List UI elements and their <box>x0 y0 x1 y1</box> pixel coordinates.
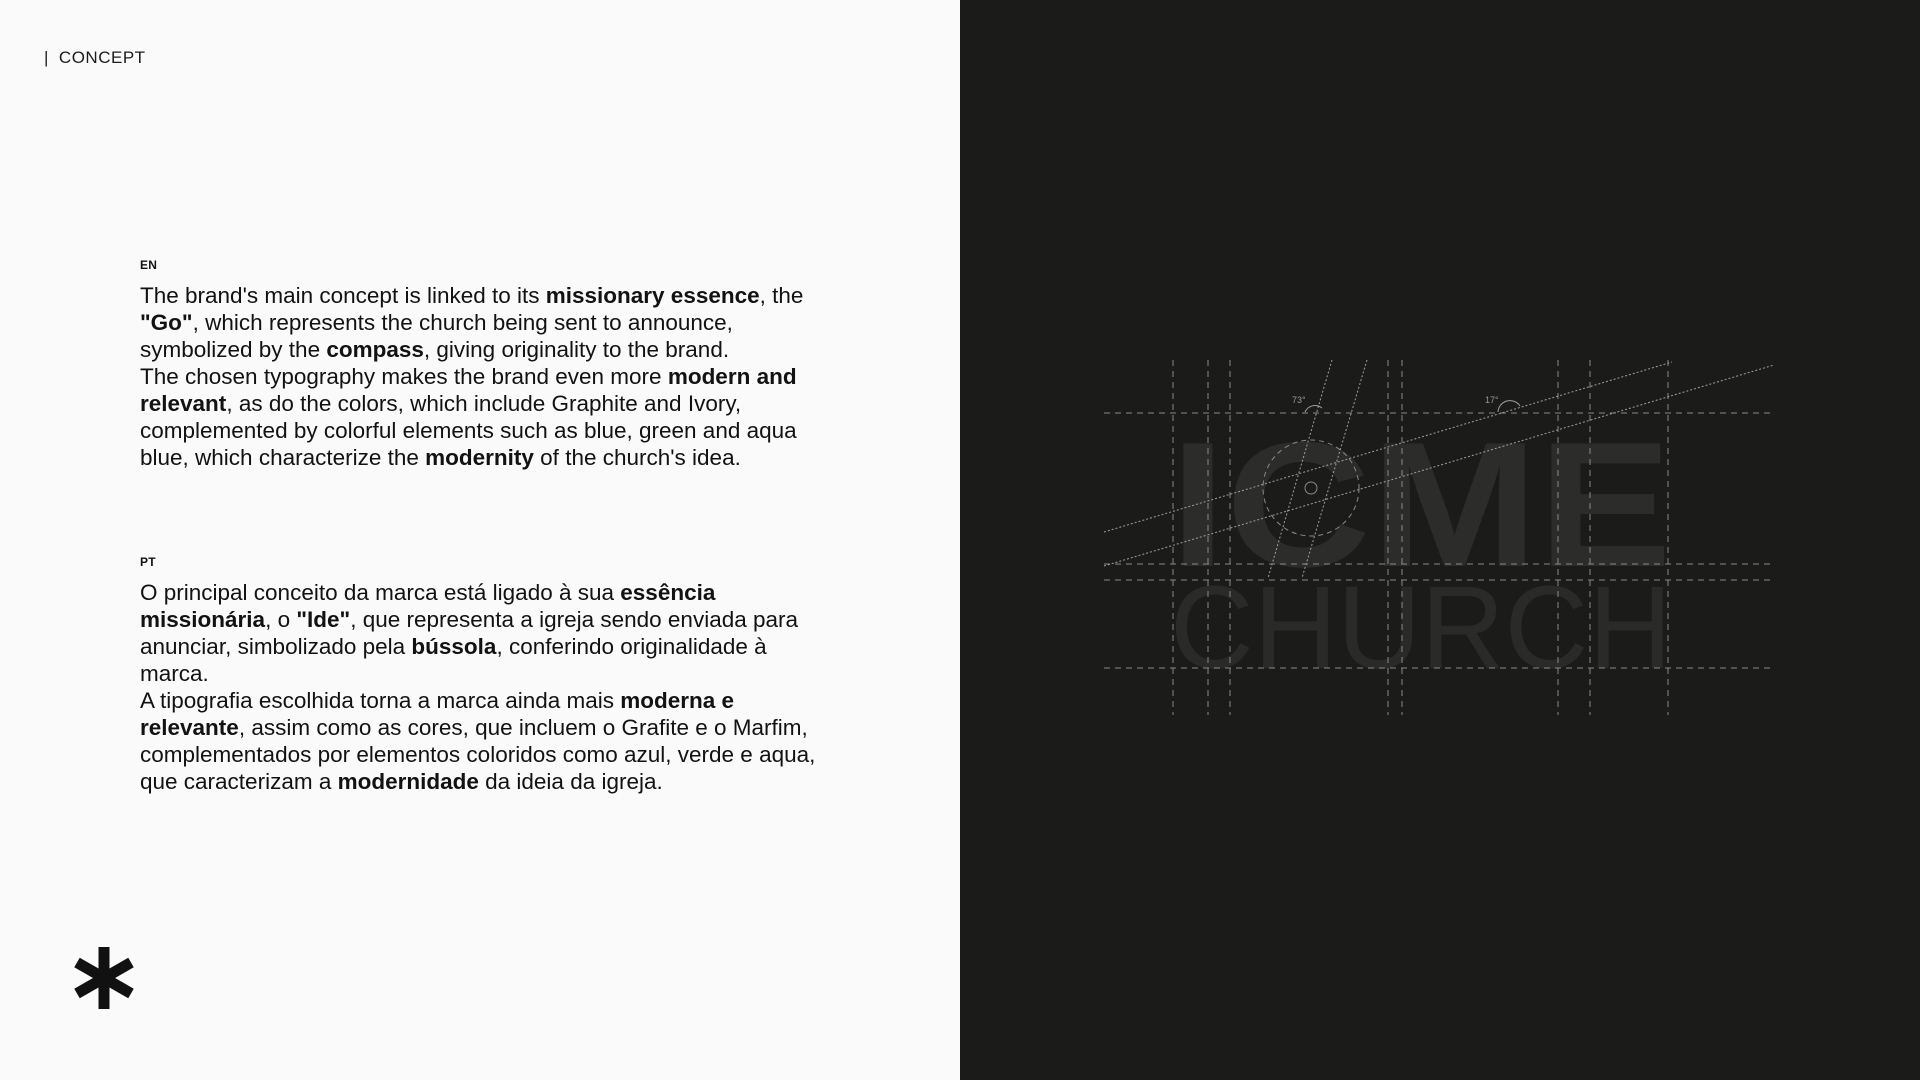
emphasis-text: modernity <box>425 445 534 470</box>
portuguese-text-block <box>140 555 820 795</box>
body-text: The chosen typography makes the brand even more <box>140 364 668 389</box>
body-text: A tipografia escolhida torna a marca ainda mais <box>140 688 621 713</box>
body-text: , o <box>265 607 297 632</box>
emphasis-text: bússola <box>411 634 497 659</box>
body-text: , the <box>759 283 804 308</box>
section-title: CONCEPT <box>58 48 146 67</box>
paragraph-en-2 <box>140 363 820 471</box>
paragraph-en-1 <box>140 282 820 363</box>
body-text: , which represents the church being sent to announce, symbolized by the <box>140 310 733 362</box>
emphasis-text: missionary essence <box>545 283 760 308</box>
wordmark-construction-grid <box>960 0 1920 1080</box>
body-text: of the church's idea. <box>533 445 741 470</box>
language-tag-en: EN <box>140 258 158 272</box>
emphasis-text: compass <box>326 337 424 362</box>
angle-label-right: 17° <box>1485 395 1499 405</box>
wordmark-church: CHURCH <box>1170 562 1672 694</box>
paragraph-pt-1 <box>140 579 820 687</box>
english-text-block <box>140 258 820 471</box>
body-text: , que representa a igreja sendo enviada para anunciar, simbolizado pela <box>140 607 799 659</box>
body-text: , giving originality to the brand. <box>423 337 730 362</box>
language-tag-pt: PT <box>140 555 156 569</box>
section-divider: | <box>44 48 49 67</box>
section-label <box>44 48 146 68</box>
emphasis-text: "Go" <box>140 310 193 335</box>
angle-label-left: 73° <box>1292 395 1306 405</box>
body-text: O principal conceito da marca está ligado à sua <box>140 580 621 605</box>
emphasis-text: modernidade <box>337 769 479 794</box>
asterisk-icon <box>70 944 138 1012</box>
body-text: The brand's main concept is linked to its <box>140 283 546 308</box>
wordmark-icme: ICME <box>1170 405 1672 604</box>
emphasis-text: modern and relevant <box>140 364 797 416</box>
brand-construction-panel <box>960 0 1920 1080</box>
paragraph-pt-2 <box>140 687 820 795</box>
body-text: , conferindo originalidade à marca. <box>140 634 767 686</box>
emphasis-text: essência missionária <box>140 580 716 632</box>
body-text: , as do the colors, which include Graphite and Ivory, complemented by colorful elements such as blue, green and aqua blue, which characterize the <box>140 391 797 470</box>
body-text: da ideia da igreja. <box>478 769 663 794</box>
emphasis-text: "Ide" <box>296 607 351 632</box>
emphasis-text: moderna e relevante <box>140 688 735 740</box>
body-text: , assim como as cores, que incluem o Grafite e o Marfim, complementados por elementos coloridos como azul, verde e aqua, que caracterizam a <box>140 715 816 794</box>
